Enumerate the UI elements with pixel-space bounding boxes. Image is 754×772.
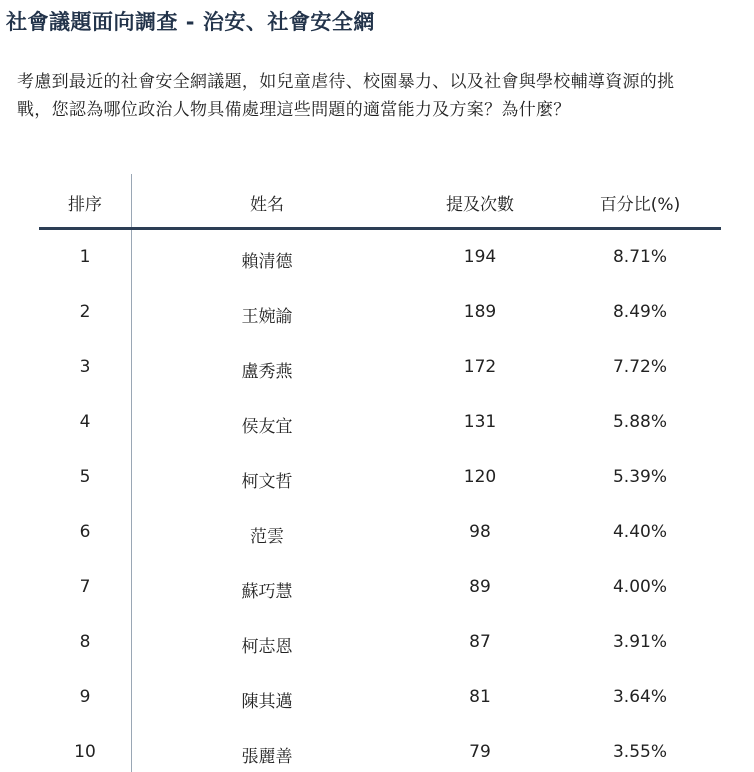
rank-cell: 5 [79,467,91,487]
percent-cell: 3.55% [612,742,668,762]
survey-question-line: 戰，您認為哪位政治人物具備處理這些問題的適當能力及方案？為什麼？ [17,100,571,120]
table-row [39,174,721,272]
table-row [39,284,721,382]
rank-cell: 8 [79,632,91,652]
count-cell: 120 [463,467,497,487]
table-row [39,339,721,437]
column-header-name: 姓名 [250,195,284,215]
percent-cell: 4.40% [612,522,668,542]
percent-cell: 3.91% [612,632,668,652]
table-row [39,229,721,327]
name-cell: 王婉諭 [241,307,293,327]
table-row [39,449,721,547]
name-cell: 柯文哲 [241,472,293,492]
count-cell: 79 [469,742,491,762]
rank-cell: 6 [79,522,91,542]
count-cell: 172 [463,357,497,377]
count-cell: 89 [469,577,491,597]
percent-cell: 3.64% [612,687,668,707]
name-cell: 陳其邁 [241,692,293,712]
percent-cell: 5.39% [612,467,668,487]
ranking-table [39,174,721,772]
survey-question-line: 考慮到最近的社會安全網議題，如兒童虐待、校園暴力、以及社會與學校輔導資源的挑 [17,72,675,92]
rank-cell: 7 [79,577,91,597]
count-cell: 98 [469,522,491,542]
count-cell: 194 [463,247,497,267]
name-cell: 范雲 [250,527,284,547]
rank-cell: 3 [79,357,91,377]
rank-cell: 10 [74,742,96,762]
name-cell: 侯友宜 [241,417,293,437]
count-cell: 131 [463,412,497,432]
table-row [39,504,721,602]
name-cell: 蘇巧慧 [241,582,293,602]
column-header-count: 提及次數 [446,195,514,215]
name-cell: 張麗善 [241,747,293,767]
rank-cell: 4 [79,412,91,432]
column-header-percent: 百分比(%) [599,195,681,215]
count-cell: 81 [469,687,491,707]
percent-cell: 8.49% [612,302,668,322]
page-title: 社會議題面向調查 - 治安、社會安全網 [6,10,375,34]
percent-cell: 7.72% [612,357,668,377]
percent-cell: 4.00% [612,577,668,597]
name-cell: 柯志恩 [241,637,293,657]
table-row [39,559,721,657]
table-row [39,669,721,767]
survey-question [17,68,737,124]
count-cell: 189 [463,302,497,322]
column-header-rank: 排序 [68,195,102,215]
table-row [39,394,721,492]
count-cell: 87 [469,632,491,652]
rank-cell: 2 [79,302,91,322]
name-cell: 盧秀燕 [241,362,293,382]
table-row [39,614,721,712]
percent-cell: 8.71% [612,247,668,267]
percent-cell: 5.88% [612,412,668,432]
rank-cell: 9 [79,687,91,707]
rank-cell: 1 [79,247,91,267]
name-cell: 賴清德 [241,252,293,272]
